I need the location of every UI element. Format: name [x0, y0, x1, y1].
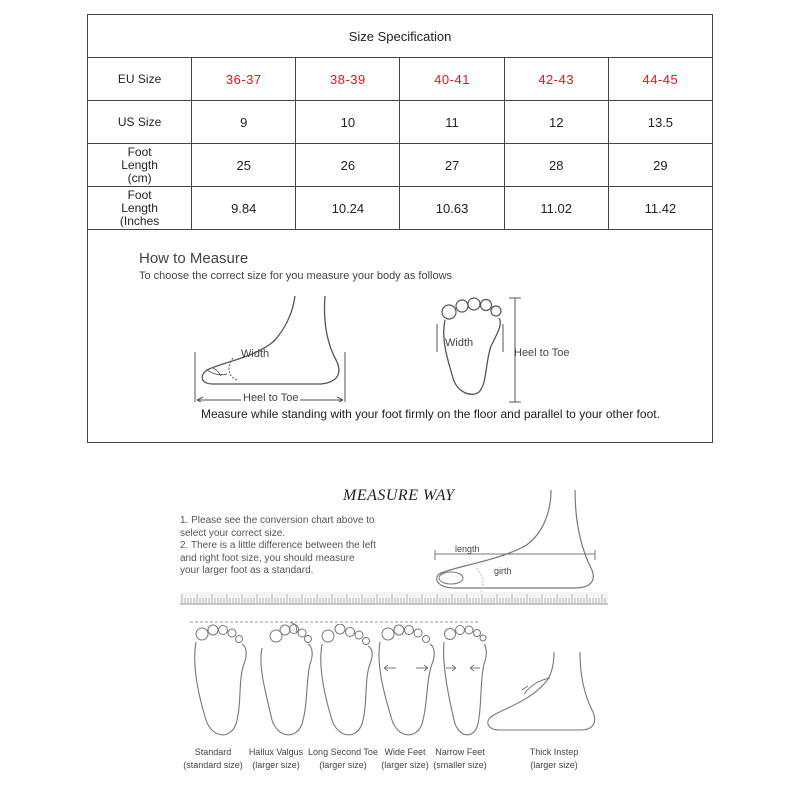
us-size-cell: 12 [504, 101, 608, 144]
foot-length-in-cell: 10.24 [296, 187, 400, 230]
us-size-cell: 11 [400, 101, 504, 144]
header-line: Length [121, 200, 158, 215]
eu-size-cell: 36-37 [192, 58, 296, 101]
size-specification-table [87, 14, 713, 443]
foot-type-name: Standard [194, 747, 232, 757]
eu-size-cell: 42-43 [504, 58, 608, 101]
foot-length-cm-cell: 28 [504, 144, 608, 187]
header-line: (cm) [127, 170, 152, 185]
side-length-label: Heel to Toe [243, 392, 299, 404]
table-row-foot-length-cm [88, 144, 713, 187]
foot-type-desc: (larger size) [530, 760, 578, 770]
foot-length-cm-cell: 27 [400, 144, 504, 187]
row-header-eu-size: EU Size [88, 58, 192, 101]
row-header-foot-length-cm [88, 144, 192, 187]
how-to-measure-panel [88, 230, 713, 443]
foot-type-caption [516, 746, 592, 772]
foot-type-thick-instep [480, 650, 604, 736]
us-size-cell: 10 [296, 101, 400, 144]
foot-length-in-cell: 10.63 [400, 187, 504, 230]
girth-label: girth [494, 566, 512, 576]
step-line: and right foot size, you should measure [180, 552, 355, 564]
measure-steps [180, 515, 380, 578]
how-to-measure-subtitle: To choose the correct size for you measure your body as follows [139, 270, 453, 282]
length-label: length [455, 544, 480, 554]
foot-type-desc: (larger size) [319, 760, 367, 770]
foot-type-long-second-toe [316, 624, 376, 742]
foot-length-cm-cell: 29 [608, 144, 712, 187]
side-width-label: Width [241, 348, 270, 360]
side-foot-illustration [193, 292, 353, 402]
step-line: select your correct size. [180, 527, 286, 539]
header-line: (Inches [119, 213, 160, 228]
table-row-us-size [88, 101, 713, 144]
header-line: Length [121, 157, 158, 172]
foot-type-hallux-valgus [256, 620, 316, 742]
foot-length-in-cell: 11.02 [504, 187, 608, 230]
foot-type-name: Wide Feet [384, 747, 426, 757]
eu-size-cell: 44-45 [608, 58, 712, 101]
row-header-us-size: US Size [88, 101, 192, 144]
ruler [180, 592, 608, 606]
foot-length-cm-cell: 25 [192, 144, 296, 187]
foot-type-standard [190, 624, 250, 742]
foot-type-name: Narrow Feet [435, 747, 485, 757]
us-size-cell: 13.5 [608, 101, 712, 144]
foot-type-name: Thick Instep [529, 747, 579, 757]
measure-note: Measure while standing with your foot firmly on the floor and parallel to your other foot. [201, 407, 660, 421]
header-line: Foot [127, 144, 152, 159]
header-line: Foot [127, 187, 152, 202]
top-length-label: Heel to Toe [514, 347, 570, 359]
length-girth-illustration [425, 488, 615, 598]
step-line: your larger foot as a standard. [180, 565, 314, 576]
row-header-foot-length-inches [88, 187, 192, 230]
step-line: 2. There is a little difference between the left [180, 540, 376, 551]
foot-type-name: Hallux Valgus [248, 747, 304, 757]
top-width-label: Width [445, 337, 474, 349]
foot-length-in-cell: 9.84 [192, 187, 296, 230]
how-to-measure-title: How to Measure [139, 250, 249, 267]
table-row-foot-length-inches [88, 187, 713, 230]
foot-type-desc: (standard size) [183, 760, 243, 770]
foot-type-name: Long Second Toe [308, 747, 378, 757]
foot-type-caption [422, 746, 498, 772]
foot-type-wide-feet [376, 624, 436, 742]
foot-length-in-cell: 11.42 [608, 187, 712, 230]
us-size-cell: 9 [192, 101, 296, 144]
foot-type-desc: (smaller size) [433, 760, 487, 770]
foot-type-desc: (larger size) [381, 760, 429, 770]
measure-way-title: MEASURE WAY [343, 487, 455, 504]
eu-size-cell: 40-41 [400, 58, 504, 101]
foot-length-cm-cell: 26 [296, 144, 400, 187]
table-title: Size Specification [88, 15, 713, 58]
table-row-eu-size [88, 58, 713, 101]
step-line: 1. Please see the conversion chart above to [180, 515, 375, 526]
eu-size-cell: 38-39 [296, 58, 400, 101]
foot-type-desc: (larger size) [252, 760, 300, 770]
